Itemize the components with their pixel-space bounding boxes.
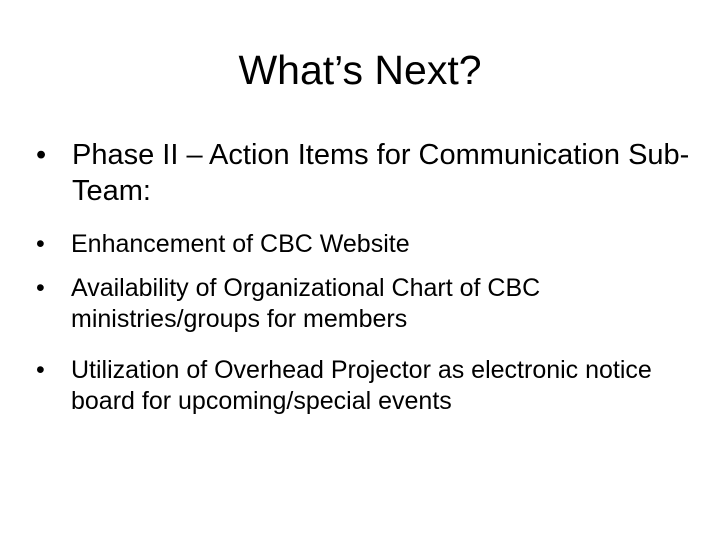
bullet-item-org-chart [36, 273, 720, 335]
slide-title: What’s Next? [238, 47, 482, 93]
bullet-text: Availability of Organizational Chart of CBC ministries/groups for members [71, 274, 541, 333]
bullet-text: Utilization of Overhead Projector as electronic notice board for upcoming/special events [71, 356, 652, 415]
bullet-item-projector [36, 355, 720, 417]
bullet-dot-icon: • [36, 139, 47, 171]
bullet-dot-icon: • [36, 230, 45, 258]
bullet-dot-icon: • [36, 274, 45, 302]
bullet-item-website [36, 229, 720, 260]
bullet-text: Enhancement of CBC Website [71, 230, 410, 258]
bullet-item-phase-two [36, 137, 712, 209]
bullet-dot-icon: • [36, 356, 45, 384]
bullet-text: Phase II – Action Items for Communication Sub-Team: [72, 139, 690, 207]
